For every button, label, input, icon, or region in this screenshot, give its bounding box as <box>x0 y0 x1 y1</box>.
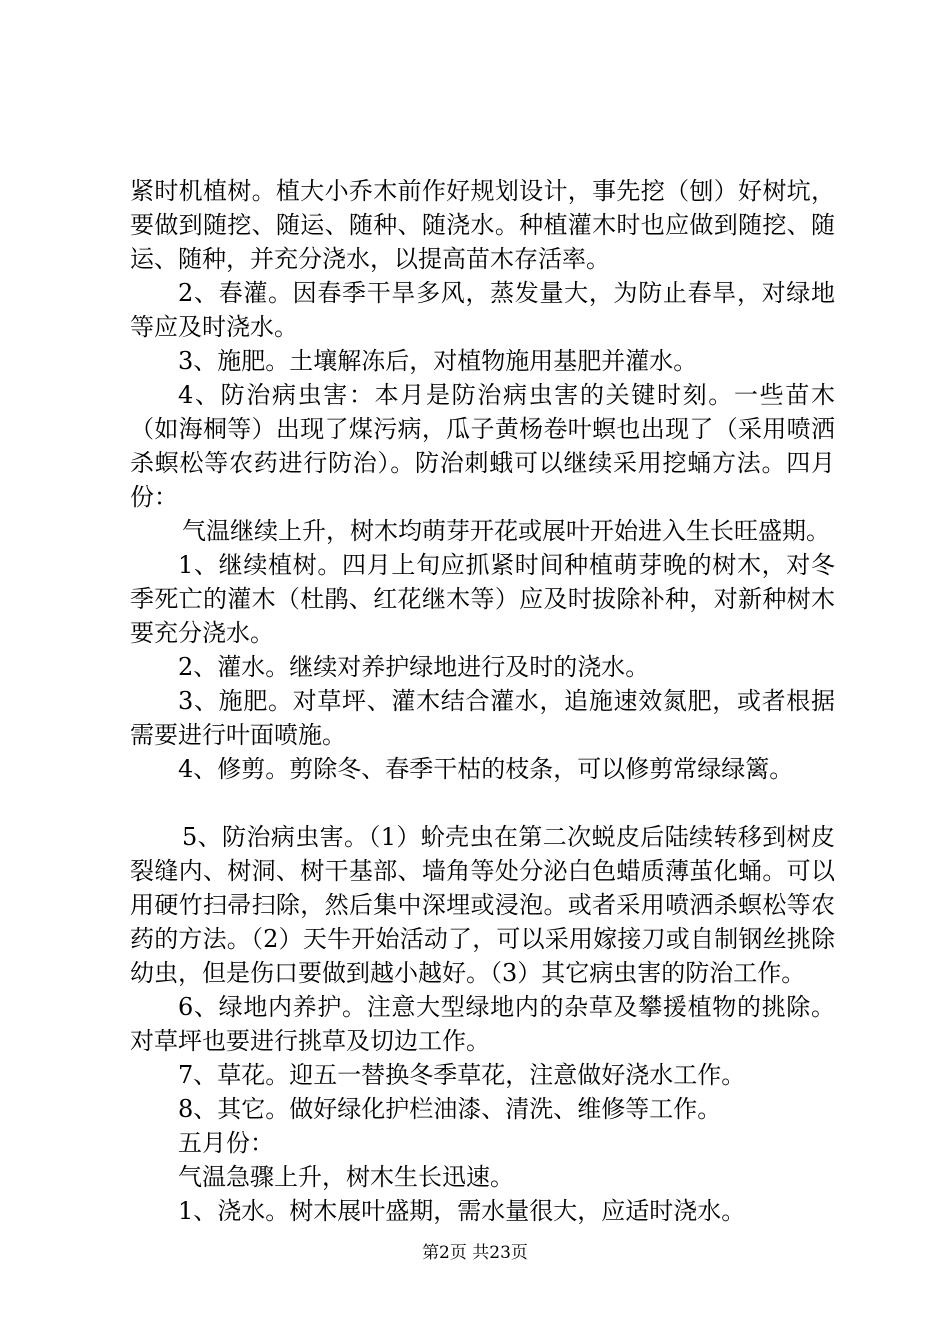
paragraph-april-climate: 气温继续上升，树木均萌芽开花或展叶开始进入生长旺盛期。 <box>182 517 830 545</box>
paragraph-may-watering: 1、浇水。树木展叶盛期，需水量很大，应适时浇水。 <box>178 1197 746 1225</box>
paragraph-pest-control-march: 4、防治病虫害：本月是防治病虫害的关键时刻。一些苗木（如海桐等）出现了煤污病，瓜子黄杨卷叶螟也出现了（采用喷洒杀螟松等农药进行防治）。防治刺蛾可以继续采用挖蛹方法。四月份： <box>130 381 835 511</box>
paragraph-april-pruning: 4、修剪。剪除冬、春季干枯的枝条，可以修剪常绿绿篱。 <box>178 755 794 783</box>
paragraph-may-climate: 气温急骤上升，树木生长迅速。 <box>178 1163 514 1191</box>
heading-may: 五月份： <box>178 1129 274 1157</box>
paragraph-april-pest-control: 5、防治病虫害。（1）蚧壳虫在第二次蜕皮后陆续转移到树皮裂缝内、树洞、树干基部、墙角等处分泌白色蜡质薄茧化蛹。可以用硬竹扫帚扫除，然后集中深埋或浸泡。或者采用喷洒杀螟松等农药的方法。（2）天牛开始活动了，可以采用嫁接刀或自制钢丝挑除幼虫，但是伤口要做到越小越好。（3）其它病虫害的防治工作。 <box>130 823 835 987</box>
paragraph-april-fertilizing: 3、施肥。对草坪、灌木结合灌水，追施速效氮肥，或者根据需要进行叶面喷施。 <box>130 687 835 749</box>
paragraph-april-planting: 1、继续植树。四月上旬应抓紧时间种植萌芽晚的树木，对冬季死亡的灌木（杜鹃、红花继木等）应及时拔除补种，对新种树木要充分浇水。 <box>130 551 835 647</box>
paragraph-fertilizing-march: 3、施肥。土壤解冻后，对植物施用基肥并灌水。 <box>178 347 698 375</box>
paragraph-flowers: 7、草花。迎五一替换冬季草花，注意做好浇水工作。 <box>178 1061 746 1089</box>
paragraph-gap <box>130 786 835 820</box>
paragraph-spring-irrigation: 2、春灌。因春季干旱多风，蒸发量大，为防止春旱，对绿地等应及时浇水。 <box>130 279 835 341</box>
paragraph-planting-continued: 紧时机植树。植大小乔木前作好规划设计，事先挖（刨）好树坑，要做到随挖、随运、随种、随浇水。种植灌木时也应做到随挖、随运、随种，并充分浇水，以提高苗木存活率。 <box>130 177 835 273</box>
paragraph-other-maintenance: 8、其它。做好绿化护栏油漆、清洗、维修等工作。 <box>178 1095 722 1123</box>
paragraph-april-watering: 2、灌水。继续对养护绿地进行及时的浇水。 <box>178 653 650 681</box>
document-body <box>130 174 835 1228</box>
page-number-footer: 第2页 共23页 <box>422 1243 528 1263</box>
paragraph-green-space-care: 6、绿地内养护。注意大型绿地内的杂草及攀援植物的挑除。对草坪也要进行挑草及切边工作。 <box>130 993 835 1055</box>
